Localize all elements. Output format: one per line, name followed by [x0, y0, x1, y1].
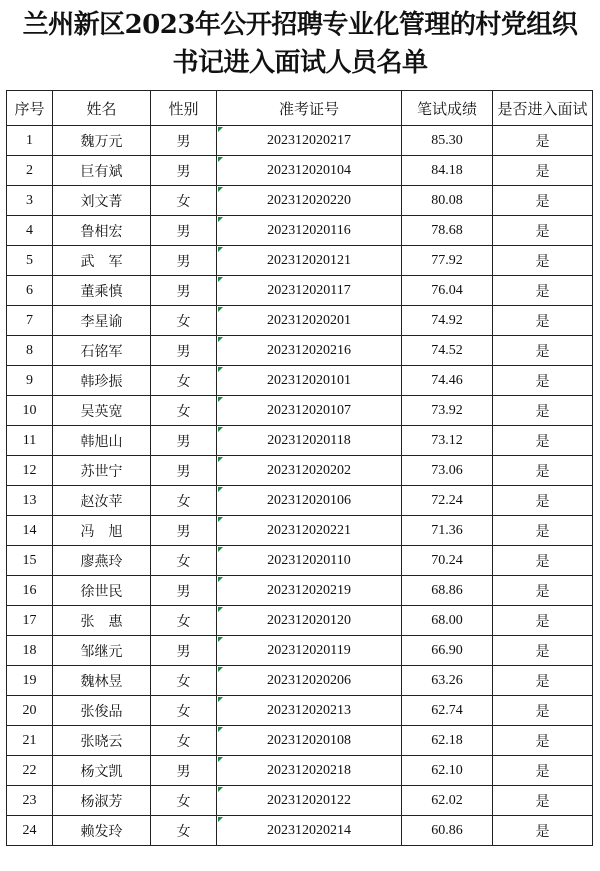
cell-score: 66.90 [402, 636, 493, 666]
cell-seq: 4 [7, 216, 53, 246]
cell-seq: 23 [7, 786, 53, 816]
cell-exam-id: 202312020117 [217, 276, 402, 306]
cell-name: 巨有斌 [53, 156, 151, 186]
cell-gender: 男 [151, 756, 217, 786]
cell-score: 60.86 [402, 816, 493, 846]
cell-seq: 20 [7, 696, 53, 726]
cell-score: 74.52 [402, 336, 493, 366]
cell-name: 石铭军 [53, 336, 151, 366]
cell-interview: 是 [493, 306, 593, 336]
cell-score: 62.02 [402, 786, 493, 816]
table-row [7, 696, 593, 726]
document-title [0, 6, 600, 82]
table-row [7, 126, 593, 156]
table-row [7, 156, 593, 186]
cell-seq: 19 [7, 666, 53, 696]
cell-score: 80.08 [402, 186, 493, 216]
cell-seq: 11 [7, 426, 53, 456]
cell-gender: 女 [151, 186, 217, 216]
cell-seq: 3 [7, 186, 53, 216]
table-row [7, 816, 593, 846]
table-row [7, 366, 593, 396]
cell-interview: 是 [493, 486, 593, 516]
cell-exam-id: 202312020213 [217, 696, 402, 726]
cell-gender: 男 [151, 216, 217, 246]
cell-gender: 女 [151, 816, 217, 846]
cell-score: 74.46 [402, 366, 493, 396]
cell-seq: 10 [7, 396, 53, 426]
cell-gender: 男 [151, 126, 217, 156]
cell-interview: 是 [493, 396, 593, 426]
header-score: 笔试成绩 [402, 91, 493, 126]
cell-score: 72.24 [402, 486, 493, 516]
cell-seq: 13 [7, 486, 53, 516]
cell-exam-id: 202312020206 [217, 666, 402, 696]
table-row [7, 306, 593, 336]
cell-gender: 男 [151, 246, 217, 276]
cell-exam-id: 202312020110 [217, 546, 402, 576]
cell-score: 73.12 [402, 426, 493, 456]
cell-exam-id: 202312020104 [217, 156, 402, 186]
header-gender: 性别 [151, 91, 217, 126]
cell-gender: 男 [151, 156, 217, 186]
cell-gender: 女 [151, 486, 217, 516]
table-row [7, 606, 593, 636]
table-row [7, 516, 593, 546]
cell-score: 63.26 [402, 666, 493, 696]
cell-score: 70.24 [402, 546, 493, 576]
cell-interview: 是 [493, 576, 593, 606]
cell-interview: 是 [493, 156, 593, 186]
cell-exam-id: 202312020106 [217, 486, 402, 516]
table-row [7, 726, 593, 756]
cell-gender: 女 [151, 396, 217, 426]
title-line-2: 书记进入面试人员名单 [172, 48, 428, 78]
cell-gender: 女 [151, 546, 217, 576]
table-header [7, 91, 593, 126]
cell-seq: 12 [7, 456, 53, 486]
cell-seq: 6 [7, 276, 53, 306]
cell-interview: 是 [493, 816, 593, 846]
cell-gender: 女 [151, 696, 217, 726]
header-interview: 是否进入面试 [493, 91, 593, 126]
header-row [7, 91, 593, 126]
cell-interview: 是 [493, 726, 593, 756]
cell-exam-id: 202312020122 [217, 786, 402, 816]
table-row [7, 576, 593, 606]
cell-score: 68.00 [402, 606, 493, 636]
cell-exam-id: 202312020216 [217, 336, 402, 366]
cell-name: 张俊品 [53, 696, 151, 726]
cell-interview: 是 [493, 456, 593, 486]
cell-score: 62.18 [402, 726, 493, 756]
cell-gender: 女 [151, 306, 217, 336]
cell-interview: 是 [493, 186, 593, 216]
cell-seq: 22 [7, 756, 53, 786]
cell-score: 77.92 [402, 246, 493, 276]
cell-exam-id: 202312020221 [217, 516, 402, 546]
cell-name: 韩旭山 [53, 426, 151, 456]
table-row [7, 486, 593, 516]
cell-seq: 9 [7, 366, 53, 396]
cell-seq: 24 [7, 816, 53, 846]
cell-exam-id: 202312020218 [217, 756, 402, 786]
cell-exam-id: 202312020101 [217, 366, 402, 396]
table-row [7, 786, 593, 816]
cell-exam-id: 202312020217 [217, 126, 402, 156]
table-row [7, 426, 593, 456]
cell-interview: 是 [493, 336, 593, 366]
cell-name: 赵汝苹 [53, 486, 151, 516]
cell-name: 韩珍振 [53, 366, 151, 396]
cell-interview: 是 [493, 606, 593, 636]
cell-gender: 女 [151, 726, 217, 756]
table-row [7, 186, 593, 216]
cell-name: 廖燕玲 [53, 546, 151, 576]
cell-gender: 男 [151, 456, 217, 486]
header-name: 姓名 [53, 91, 151, 126]
cell-seq: 8 [7, 336, 53, 366]
cell-exam-id: 202312020118 [217, 426, 402, 456]
table-row [7, 756, 593, 786]
cell-interview: 是 [493, 426, 593, 456]
cell-interview: 是 [493, 366, 593, 396]
cell-exam-id: 202312020202 [217, 456, 402, 486]
cell-interview: 是 [493, 636, 593, 666]
cell-gender: 女 [151, 786, 217, 816]
cell-interview: 是 [493, 546, 593, 576]
cell-seq: 21 [7, 726, 53, 756]
cell-seq: 14 [7, 516, 53, 546]
header-seq: 序号 [7, 91, 53, 126]
table-row [7, 666, 593, 696]
cell-exam-id: 202312020220 [217, 186, 402, 216]
cell-seq: 7 [7, 306, 53, 336]
table-row [7, 246, 593, 276]
table-row [7, 456, 593, 486]
cell-score: 78.68 [402, 216, 493, 246]
cell-exam-id: 202312020219 [217, 576, 402, 606]
table-row [7, 336, 593, 366]
cell-name: 魏万元 [53, 126, 151, 156]
cell-gender: 女 [151, 366, 217, 396]
cell-score: 85.30 [402, 126, 493, 156]
cell-name: 苏世宁 [53, 456, 151, 486]
table-row [7, 546, 593, 576]
cell-name: 武 军 [53, 246, 151, 276]
cell-name: 鲁相宏 [53, 216, 151, 246]
table-row [7, 636, 593, 666]
cell-interview: 是 [493, 126, 593, 156]
cell-name: 魏林昱 [53, 666, 151, 696]
cell-exam-id: 202312020120 [217, 606, 402, 636]
table-body [7, 126, 593, 846]
cell-name: 冯 旭 [53, 516, 151, 546]
cell-exam-id: 202312020107 [217, 396, 402, 426]
cell-interview: 是 [493, 786, 593, 816]
cell-name: 杨淑芳 [53, 786, 151, 816]
cell-name: 赖发玲 [53, 816, 151, 846]
title-line-1: 兰州新区2023年公开招聘专业化管理的村党组织 [22, 10, 578, 40]
cell-seq: 5 [7, 246, 53, 276]
cell-interview: 是 [493, 276, 593, 306]
cell-gender: 女 [151, 666, 217, 696]
cell-seq: 1 [7, 126, 53, 156]
cell-exam-id: 202312020116 [217, 216, 402, 246]
cell-score: 62.74 [402, 696, 493, 726]
cell-name: 邹继元 [53, 636, 151, 666]
cell-score: 73.06 [402, 456, 493, 486]
cell-name: 李星谕 [53, 306, 151, 336]
table-row [7, 276, 593, 306]
cell-seq: 18 [7, 636, 53, 666]
cell-name: 张晓云 [53, 726, 151, 756]
cell-gender: 女 [151, 606, 217, 636]
cell-interview: 是 [493, 666, 593, 696]
cell-name: 张 惠 [53, 606, 151, 636]
table-row [7, 216, 593, 246]
cell-seq: 16 [7, 576, 53, 606]
cell-exam-id: 202312020121 [217, 246, 402, 276]
cell-score: 74.92 [402, 306, 493, 336]
cell-gender: 男 [151, 426, 217, 456]
cell-gender: 男 [151, 336, 217, 366]
candidate-table [6, 90, 593, 846]
cell-name: 董乘慎 [53, 276, 151, 306]
cell-exam-id: 202312020201 [217, 306, 402, 336]
cell-score: 68.86 [402, 576, 493, 606]
cell-interview: 是 [493, 216, 593, 246]
cell-seq: 17 [7, 606, 53, 636]
cell-score: 71.36 [402, 516, 493, 546]
cell-exam-id: 202312020108 [217, 726, 402, 756]
cell-seq: 2 [7, 156, 53, 186]
cell-name: 杨文凯 [53, 756, 151, 786]
cell-score: 62.10 [402, 756, 493, 786]
cell-score: 84.18 [402, 156, 493, 186]
cell-exam-id: 202312020214 [217, 816, 402, 846]
cell-interview: 是 [493, 696, 593, 726]
cell-name: 吴英宽 [53, 396, 151, 426]
cell-score: 73.92 [402, 396, 493, 426]
cell-interview: 是 [493, 516, 593, 546]
cell-gender: 男 [151, 636, 217, 666]
header-exam-id: 准考证号 [217, 91, 402, 126]
cell-name: 刘文菁 [53, 186, 151, 216]
cell-name: 徐世民 [53, 576, 151, 606]
cell-gender: 男 [151, 576, 217, 606]
cell-gender: 男 [151, 276, 217, 306]
cell-exam-id: 202312020119 [217, 636, 402, 666]
cell-interview: 是 [493, 246, 593, 276]
cell-score: 76.04 [402, 276, 493, 306]
cell-seq: 15 [7, 546, 53, 576]
table-row [7, 396, 593, 426]
cell-gender: 男 [151, 516, 217, 546]
cell-interview: 是 [493, 756, 593, 786]
